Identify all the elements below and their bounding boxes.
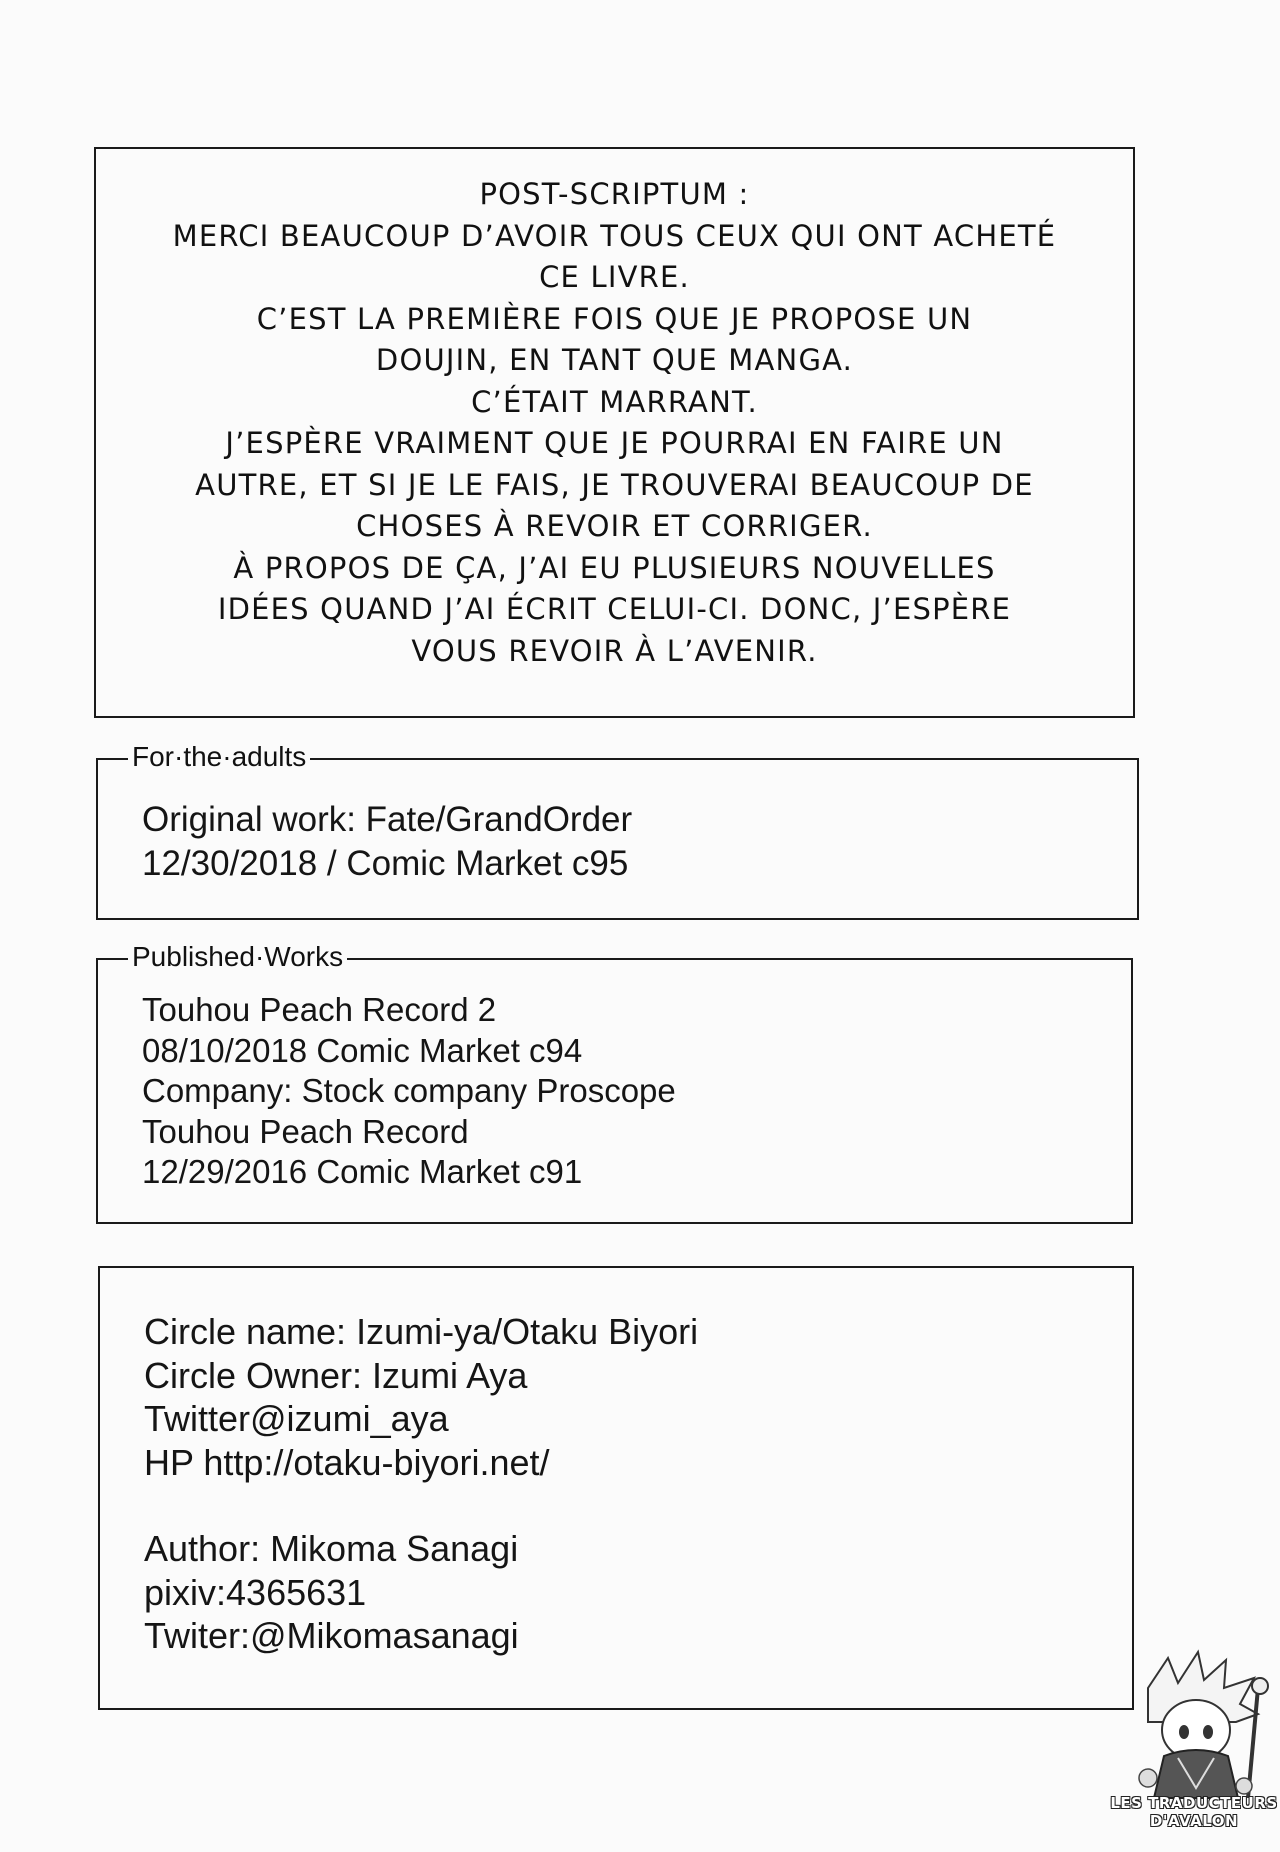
postscript-line: IDÉES QUAND J’AI ÉCRIT CELUI-CI. DONC, J’ESPÈRE bbox=[217, 592, 1012, 626]
watermark-line-2: D'AVALON bbox=[1149, 1812, 1239, 1830]
works-legend: Published·Works bbox=[128, 939, 347, 975]
works-content bbox=[142, 990, 676, 1193]
circle-name-line: Circle name: Izumi-ya/Otaku Biyori bbox=[144, 1311, 699, 1352]
postscript-line: POST-SCRIPTUM : bbox=[479, 177, 750, 211]
postscript-line: AUTRE, ET SI JE LE FAIS, JE TROUVERAI BEAUCOUP DE bbox=[195, 467, 1034, 502]
postscript-box bbox=[94, 147, 1135, 718]
postscript-line: C’EST LA PREMIÈRE FOIS QUE JE PROPOSE UN bbox=[256, 301, 973, 336]
circle-info-box bbox=[98, 1266, 1134, 1710]
postscript-line: C’ÉTAIT MARRANT. bbox=[471, 384, 758, 419]
original-work-line: Original work: Fate/GrandOrder bbox=[142, 800, 633, 839]
adults-info-box bbox=[96, 741, 1139, 920]
work-line: Company: Stock company Proscope bbox=[142, 1072, 676, 1109]
postscript-line: DOUJIN, EN TANT QUE MANGA. bbox=[375, 343, 854, 377]
author-twitter-line: Twiter:@Mikomasanagi bbox=[144, 1615, 519, 1656]
work-line: 08/10/2018 Comic Market c94 bbox=[142, 1031, 583, 1069]
postscript-line: MERCI BEAUCOUP D’AVOIR TOUS CEUX QUI ONT ACHETÉ bbox=[172, 218, 1057, 253]
postscript-line: VOUS REVOIR À L’AVENIR. bbox=[411, 633, 818, 668]
postscript-line: CHOSES À REVOIR ET CORRIGER. bbox=[356, 509, 873, 543]
author-line: Author: Mikoma Sanagi bbox=[144, 1528, 519, 1569]
circle-owner-line: Circle Owner: Izumi Aya bbox=[144, 1354, 528, 1396]
adults-legend: For·the·adults bbox=[128, 739, 310, 775]
postscript-line: À PROPOS DE ÇA, J’AI EU PLUSIEURS NOUVELLES bbox=[233, 550, 996, 585]
homepage-line: HP http://otaku-biyori.net/ bbox=[144, 1441, 550, 1483]
spacer bbox=[144, 1484, 698, 1527]
scanlator-watermark bbox=[1108, 1648, 1280, 1852]
work-line: Touhou Peach Record 2 bbox=[142, 991, 497, 1028]
circle-content bbox=[144, 1310, 698, 1658]
postscript-line: J’ESPÈRE VRAIMENT QUE JE POURRAI EN FAIRE UN bbox=[225, 426, 1004, 460]
published-works-box bbox=[96, 941, 1133, 1224]
watermark-line-1: LES TRADUCTEURS bbox=[1110, 1794, 1278, 1812]
postscript-line: CE LIVRE. bbox=[539, 260, 690, 294]
work-line: 12/29/2016 Comic Market c91 bbox=[142, 1153, 583, 1190]
adults-content bbox=[142, 798, 632, 886]
twitter-line: Twitter@izumi_aya bbox=[144, 1398, 449, 1439]
pixiv-line: pixiv:4365631 bbox=[144, 1571, 367, 1613]
release-date-line: 12/30/2018 / Comic Market c95 bbox=[142, 844, 629, 883]
work-line: Touhou Peach Record bbox=[142, 1112, 469, 1150]
